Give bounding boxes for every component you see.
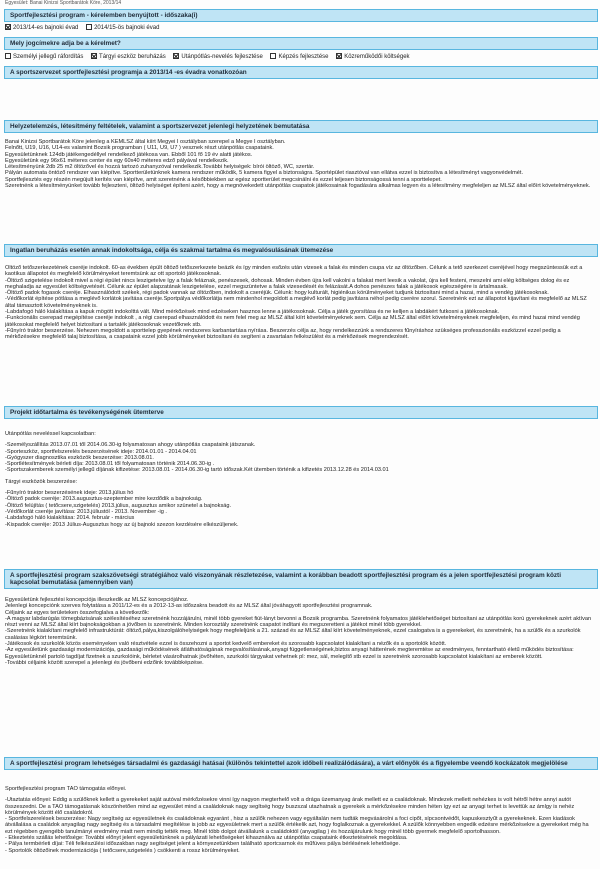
option-2013-14[interactable]: [5, 25, 78, 31]
paragraph: - Sportolók öltözőinek modernizációja ( tetőcsere,szigetelés ) csökkenti a rossz körülményeket.: [5, 847, 240, 854]
claim-type-options: [5, 53, 416, 60]
option-label: Tárgyi eszköz beruházás: [99, 54, 166, 60]
option-tangible-assets[interactable]: [91, 54, 166, 60]
section-title: Mely jogcímekre adja be a kérelmet?: [10, 40, 121, 47]
option-intermediary-costs[interactable]: [336, 54, 409, 60]
section-title: Sportfejlesztési program - kérelemben benyújtott - időszaka(i): [10, 12, 198, 19]
situation-text: [5, 139, 595, 235]
paragraph: -Labdafogó háló kialakítása a kapuk mögött indokolttá vált. Mind mérkőzések mind edzéseken hasznos lenne a játékosoknak. Célja a játék gyorsítása és ne kelljen a labdákért futkosni a játékosoknak.: [5, 309, 500, 316]
paragraph: -Öltöző padok fogasok cseréje. Elhasználódott székek, régi padok vannak az öltözőben, indokolt a cseréjük. Célunk: hogy kulturált, higiénikus körülményeket tudjunk biztosítani mind a hazai, mind a vendég játékosoknak.: [5, 290, 549, 297]
section-title: A sportfejlesztési program lehetséges társadalmi és gazdasági hatásai (különös tekintettel azok időbeli realizálódására), a várt előnyök és a figyelembe veendő kockázatok megjelölése: [10, 760, 568, 767]
schedule-line: -Kispadok cseréje: 2013 Július-Augusztus hogy az új bajnoki szezon kezdésére elkészüljenek.: [5, 521, 239, 528]
schedule-line: -Sportszakemberek személyi jellegű díjának kifizetése: 2013.08.01 - 2014.06.30-ig tartó időszak.Két ütemben történik a kifizetés 2013.12.28 és 2014.03.01: [5, 467, 389, 474]
option-training-development[interactable]: [270, 54, 328, 60]
schedule-line: -Gyógyszer diagnosztika eszközök beszerzése: 2013.08.01.: [5, 454, 154, 461]
paragraph: Egyesületünknek 124db játékengedéllyel rendelkező játékosa van. Ebből 101 fő 19 év alatti játékos.: [5, 151, 253, 158]
paragraph: Sportfejlesztési program TAO támogatás előnyei.: [5, 786, 127, 792]
section-title: A sportszervezet sportfejlesztési programja a 2013/14 -es évadra vonatkozóan: [10, 69, 247, 76]
option-label: Képzés fejlesztése: [278, 54, 329, 60]
paragraph: -Szeretnénk kialakítani megfelelő infrastruktúrát: öltöző,pálya,kiszolgálóhelyiségek hogy megfeleljünk a 21. század és az MLSZ által kiírt követelményeknek, ezzel csalogatva is a gyerekeket, és szeretnénk, ha a szülők és a szurkolók csalásias légkört teremtsünk.: [5, 628, 581, 641]
paragraph: -Öltöző szigetelése indokolt mivel a régi épület nincs leszigetelve így a falak feláznak, penészesek, dohosak. Minden évben újra kell vakolni a falakat mert leesik a vakolat, újra kell festeni, meszelni ami elég költséges dolog és ez meghaladja az egyesület költségvetését. Célunk az épület alapzatának leszigetelése, ezzel megszüntetve a falak vizesedését és felázását.A dohos penészes falak a játékosok egészségére is ártalmasak.: [5, 277, 570, 290]
paragraph: Szeretnénk a létesítményünket tovább fejleszteni, öltöző helyiséget építeni azért, hogy a megnövekedett utánpótlás csapatok játékosainak fogadására alkalmas legyen és a létesítmény megfeleljen az MLSZ által előírt követelményeknek.: [5, 183, 591, 190]
section-title: Projekt időtartalma és tevékenységének ütemterve: [10, 409, 164, 416]
option-label: Utánpótlás-nevelés fejlesztése: [181, 54, 263, 60]
paragraph: Pályán automata öntöző rendszer van kiépítve. Sportterületünknek kamera rendszer működik, 5 kamera figyel a biztonságra. Sportépület riasztóval van ellátva ezzel is biztosítva a létesítményt vagyonvédelmét.: [5, 170, 524, 177]
option-label: Közreműködői költségek: [344, 54, 410, 60]
paragraph: -A magyar labdarúgás tömegbázisának szélesítéséhez szeretnénk hozzájárulni, minél több gyereket fiút-lányt bevonni a Bozsik programba. Szeretnénk folyamatos játéklehetőséget biztosítani az utánpótlás korú gyerekeknek azért aktívan részt venni az MLSZ által kiírt bajnokságokban a jövőben is szeretnénk. Minden korosztály szeretnénk csapatot indítani és megszeretteni a játékot minél több gyerekkel.: [5, 615, 592, 629]
paragraph: -Védőkorlát építése pótlása a meglévő korlátok javítása cseréje.Sportpálya védőkorlátja nem mindenhol megoldott a meglévő korlát pedig javításra néhol pedig cserére szorul. Szeretnénk ezt az állapotot kijavítani és megfelelő az MLSZ által támasztott követelményeknek is.: [5, 296, 587, 309]
checkbox-checked[interactable]: [336, 53, 342, 59]
checkbox-unchecked[interactable]: [270, 53, 276, 59]
paragraph: Egyesületünk egy 96x61 méteres center és egy 60x40 méteres edző pályával rendelkezik.: [5, 157, 229, 164]
paragraph: -Játékosok és szurkolók közös eseményeken való résztvétele ezzel is összehozni a sportot kedvelő embereket és szorosabb kapcsolatot kialakítani a nézők és a sportolók között.: [5, 641, 447, 648]
impact-text: [5, 786, 595, 869]
section-situation-header: [4, 120, 598, 133]
paragraph: Egyesületünk fejlesztési koncepciója illeszkedik az MLSZ koncepciójához.: [5, 597, 189, 603]
schedule-line: -Öltöző felújítás ( tetőcsere,szigetelés) 2013.július, augusztus amikor szünetel a bajnokság.: [5, 502, 232, 509]
section-schedule-header: [4, 406, 598, 419]
checkbox-checked[interactable]: [173, 53, 179, 59]
paragraph: Jelenlegi koncepciónk szerves folytatása a 2011/12-es és a 2012-13-as időszakra beadott és az MLSZ által jóváhagyott sportfejlesztési programnak.: [5, 603, 373, 610]
paragraph: Létesítményünk 2db 25 m2 öltözővel és hozzá tartozó zuhanyzóval rendelkezik.További helyiségek: bírói öltöző, WC, szertár.: [5, 164, 315, 171]
paragraph: Sportfejlesztés egy részén megújult kerítés van kiépítve, amit szeretnénk a későbbiekben az egész sportterület megcsinálni és ezzel teljesen biztonságossá tenni a sporttelepet.: [5, 176, 442, 183]
checkbox-checked[interactable]: [91, 53, 97, 59]
paragraph: - Pálya termbérleti díjai: Téli felkészülési időszakban nagy segítséget jelent a környezetünkben található sportcsarnok és műfüves pálya bérlésének lehetősége.: [5, 841, 401, 848]
paragraph: -Funkcionális cserepad megépítése cseréje indokolt , a régi cserepad elhasználódott és nem felel meg az MLSZ által kiírt követelményeknek sem. Célja az MLSZ által előírt követelményeknek megfeleljen, és mind hazai mind vendég játékosokat megfelelő helyet biztosítani a tartalék játékosoknak vezetőknek stb.: [5, 315, 580, 328]
section-investment-header: [4, 244, 598, 257]
paragraph: Felnőtt, U19, U16, U14-es valamint Bozsik programban ( U11, U9, U7 ) vesznek részt utánpótlás csapataink.: [5, 145, 274, 152]
checkbox-checked[interactable]: [5, 24, 11, 30]
paragraph: Banai Kinizsi Sportbarátok Köre jelenleg a KEMLSZ által kiírt Megyei I osztályban szerepel a Megye I osztályban.: [5, 139, 286, 145]
paragraph: Utánpótlás neveléssel kapcsolatban:: [5, 431, 96, 437]
section-impact-header: [4, 757, 598, 770]
paragraph: - Sportfelszerelések beszerzése: Nagy segítség az egyesületnek és családoknak egyaránt , hisz a szülők nehezen vagy egyáltalán nem tudták megvásárolni a foci cipőt, sípcsontvédőt, kapuskesztyűt a gyerekeknek. Ezen kiadások átvállalása a családok anyagilag nagy segítség és a társadalmi megítélése is jobb az egyesületnek mert a szülők értékelik azt, hogy foglalkoznak a gyerekekkel. A szülők könnyebben engedik edzésre mérkőzésekre a gyerekeket még ha ezt régebben gyengébb tanulmányi eredmény miatt nem mindig tették meg. Minél több dolgot átvállalunk a családoktól (anyagilag ) és hozzájárulunk hogy minél több gyermek megfelelő sportolhasson.: [5, 816, 589, 835]
paragraph: -Fűnyíró traktor beszerzése. Nehezen megoldott a sporttelep gyepének rendszeres karbantartása nyírása. Beszerzés célja az, hogy rendelkezzünk a rendszeres fűnyíráshoz szükséges professzionális eszközzel ezzel pedig a mérkőzésekre megfelelő talaj biztosítása, a csapataink ezzel jobb körülményeket biztosítani és segíteni a zavartalan felkészülést és a mérkőzések megrendezését.: [5, 327, 561, 341]
checkbox-unchecked[interactable]: [86, 24, 92, 30]
option-personal-costs[interactable]: [5, 54, 83, 60]
paragraph: Tárgyi eszközök beszerzése:: [5, 478, 78, 485]
investment-text: [5, 265, 595, 417]
schedule-line: -Sportlétesítmények bérleti díja: 2013.08.01 től folyamatosan történik 2014.06.30-ig .: [5, 461, 215, 468]
top-fragment: Egyesület: Banai Kinizsi Sportbarátok Köre, 2013/14: [5, 0, 122, 6]
schedule-line: -Sporteszköz, sportfelszerelés beszerzésének ideje: 2014.01.01 - 2014.04.01: [5, 448, 197, 455]
section-strategy-header: [4, 569, 598, 589]
schedule-text: [5, 431, 595, 556]
checkbox-unchecked[interactable]: [5, 53, 11, 59]
schedule-line: -Öltöző padok cseréje: 2013.augusztus-szeptember mire kezdődik a bajnokság.: [5, 496, 203, 503]
paragraph: -Az egyesületünk gazdasági modernizációja, gazdasági működésének átláthatóságának megvalósításának,anyagi függetlenségének,biztos anyagi hátterének megteremtése az eredményes, fenntartható életű működés biztosítása: Egyesületünknél partoló tagdíjat fizetnek a szurkolóink, bérletet vásárolhatnak jövőhéten, szurkolói tárgyakat vehetnek pl: mez, sál, melegítő stb ezzel is szeretnénk szorosabb kapcsolatot kialakítani az emberek között.: [5, 647, 574, 660]
schedule-line: -Labdafogó háló kialakítása: 2014. február - március: [5, 515, 135, 522]
option-label: 2013/14-es bajnoki évad: [13, 25, 79, 31]
schedule-line: -Védőkorlát cseréje javítása: 2013.júliustól - 2013. November -ig .: [5, 508, 167, 515]
paragraph: Céljaink az egyes területeken összefoglalva a következők:: [5, 609, 150, 616]
section-title: A sportfejlesztési program szakszövetségi stratégiához való viszonyának részletezése, valamint a korábban beadott sportfejlesztési program és a jelen sportfejlesztési program közti kapcsolat bemutatása (amennyiben van): [10, 572, 561, 587]
section-claim-types-header: [4, 37, 598, 50]
section-program-period-header: [4, 9, 598, 22]
section-title: Ingatlan beruházás esetén annak indokoltsága, célja és szakmai tartalma és megvalósulásának ütemezése: [10, 247, 334, 254]
section-program-header: [4, 66, 598, 79]
option-label: 2014/15-ös bajnoki évad: [94, 25, 160, 31]
paragraph: -További céljaink között szerepel a jelenlegi és jövőbeni edzőink továbbképzése.: [5, 659, 204, 666]
paragraph: -Utaztatás előnyei: Eddig a szülőknek kellett a gyerekeket saját autóval mérkőzésekre vinni így nagyon megterhelő volt a drága üzemanyag árak mellett ez a családoknak. Mindezek mellett nehézkes is volt hétről hétre annyi autót összeszedni. De a TAO támogatásnak köszönhetően mind az egyesület mind a családoknak nagy segítség hogy buszszal utazhatnak a gyerekek a mérkőzésekre minden héten így ezt az anyagi terhet is levettük az ámlgy is nehéz körülmények között élő családokról.: [5, 797, 575, 816]
option-youth-development[interactable]: [173, 54, 262, 60]
paragraph: - Etkeztetés szállás lehetősége: További előnyt jelent egyesületünknek a pályázati lehetőségeket kihasználva az utánpótlás csapataink étkeztetésének megoldása.: [5, 835, 408, 842]
strategy-text: [5, 597, 595, 747]
section-title: Helyzetelemzés, létesítmény feltételek, valamint a sportszervezet jelenlegi helyzetének bemutatása: [10, 123, 310, 130]
paragraph: Öltöző tetőszerkezetének cseréje indokolt. 60-as években épült öltöző tetőszerkezete beázik és így minden esőzés után vizesek a falak és minden csupa víz az öltözőben. Célunk a tető szerkezet cseréjével hogy megszüntessük ezt a kaotikus állapotot és megfelelő körülményeket teremtsünk az ott sportoló játékosoknak.: [5, 265, 583, 278]
option-2014-15[interactable]: [86, 25, 159, 31]
schedule-line: -Fűnyíró traktor beszerzésének ideje: 2013.július hó: [5, 490, 134, 497]
option-label: Személyi jellegű ráfordítás: [13, 54, 84, 60]
period-options: [5, 24, 165, 31]
schedule-line: -Személyszállítás 2013.07.01 től 2014.06.30-ig folyamatosan ahogy utánpótlás csapataink játszanak.: [5, 442, 256, 449]
